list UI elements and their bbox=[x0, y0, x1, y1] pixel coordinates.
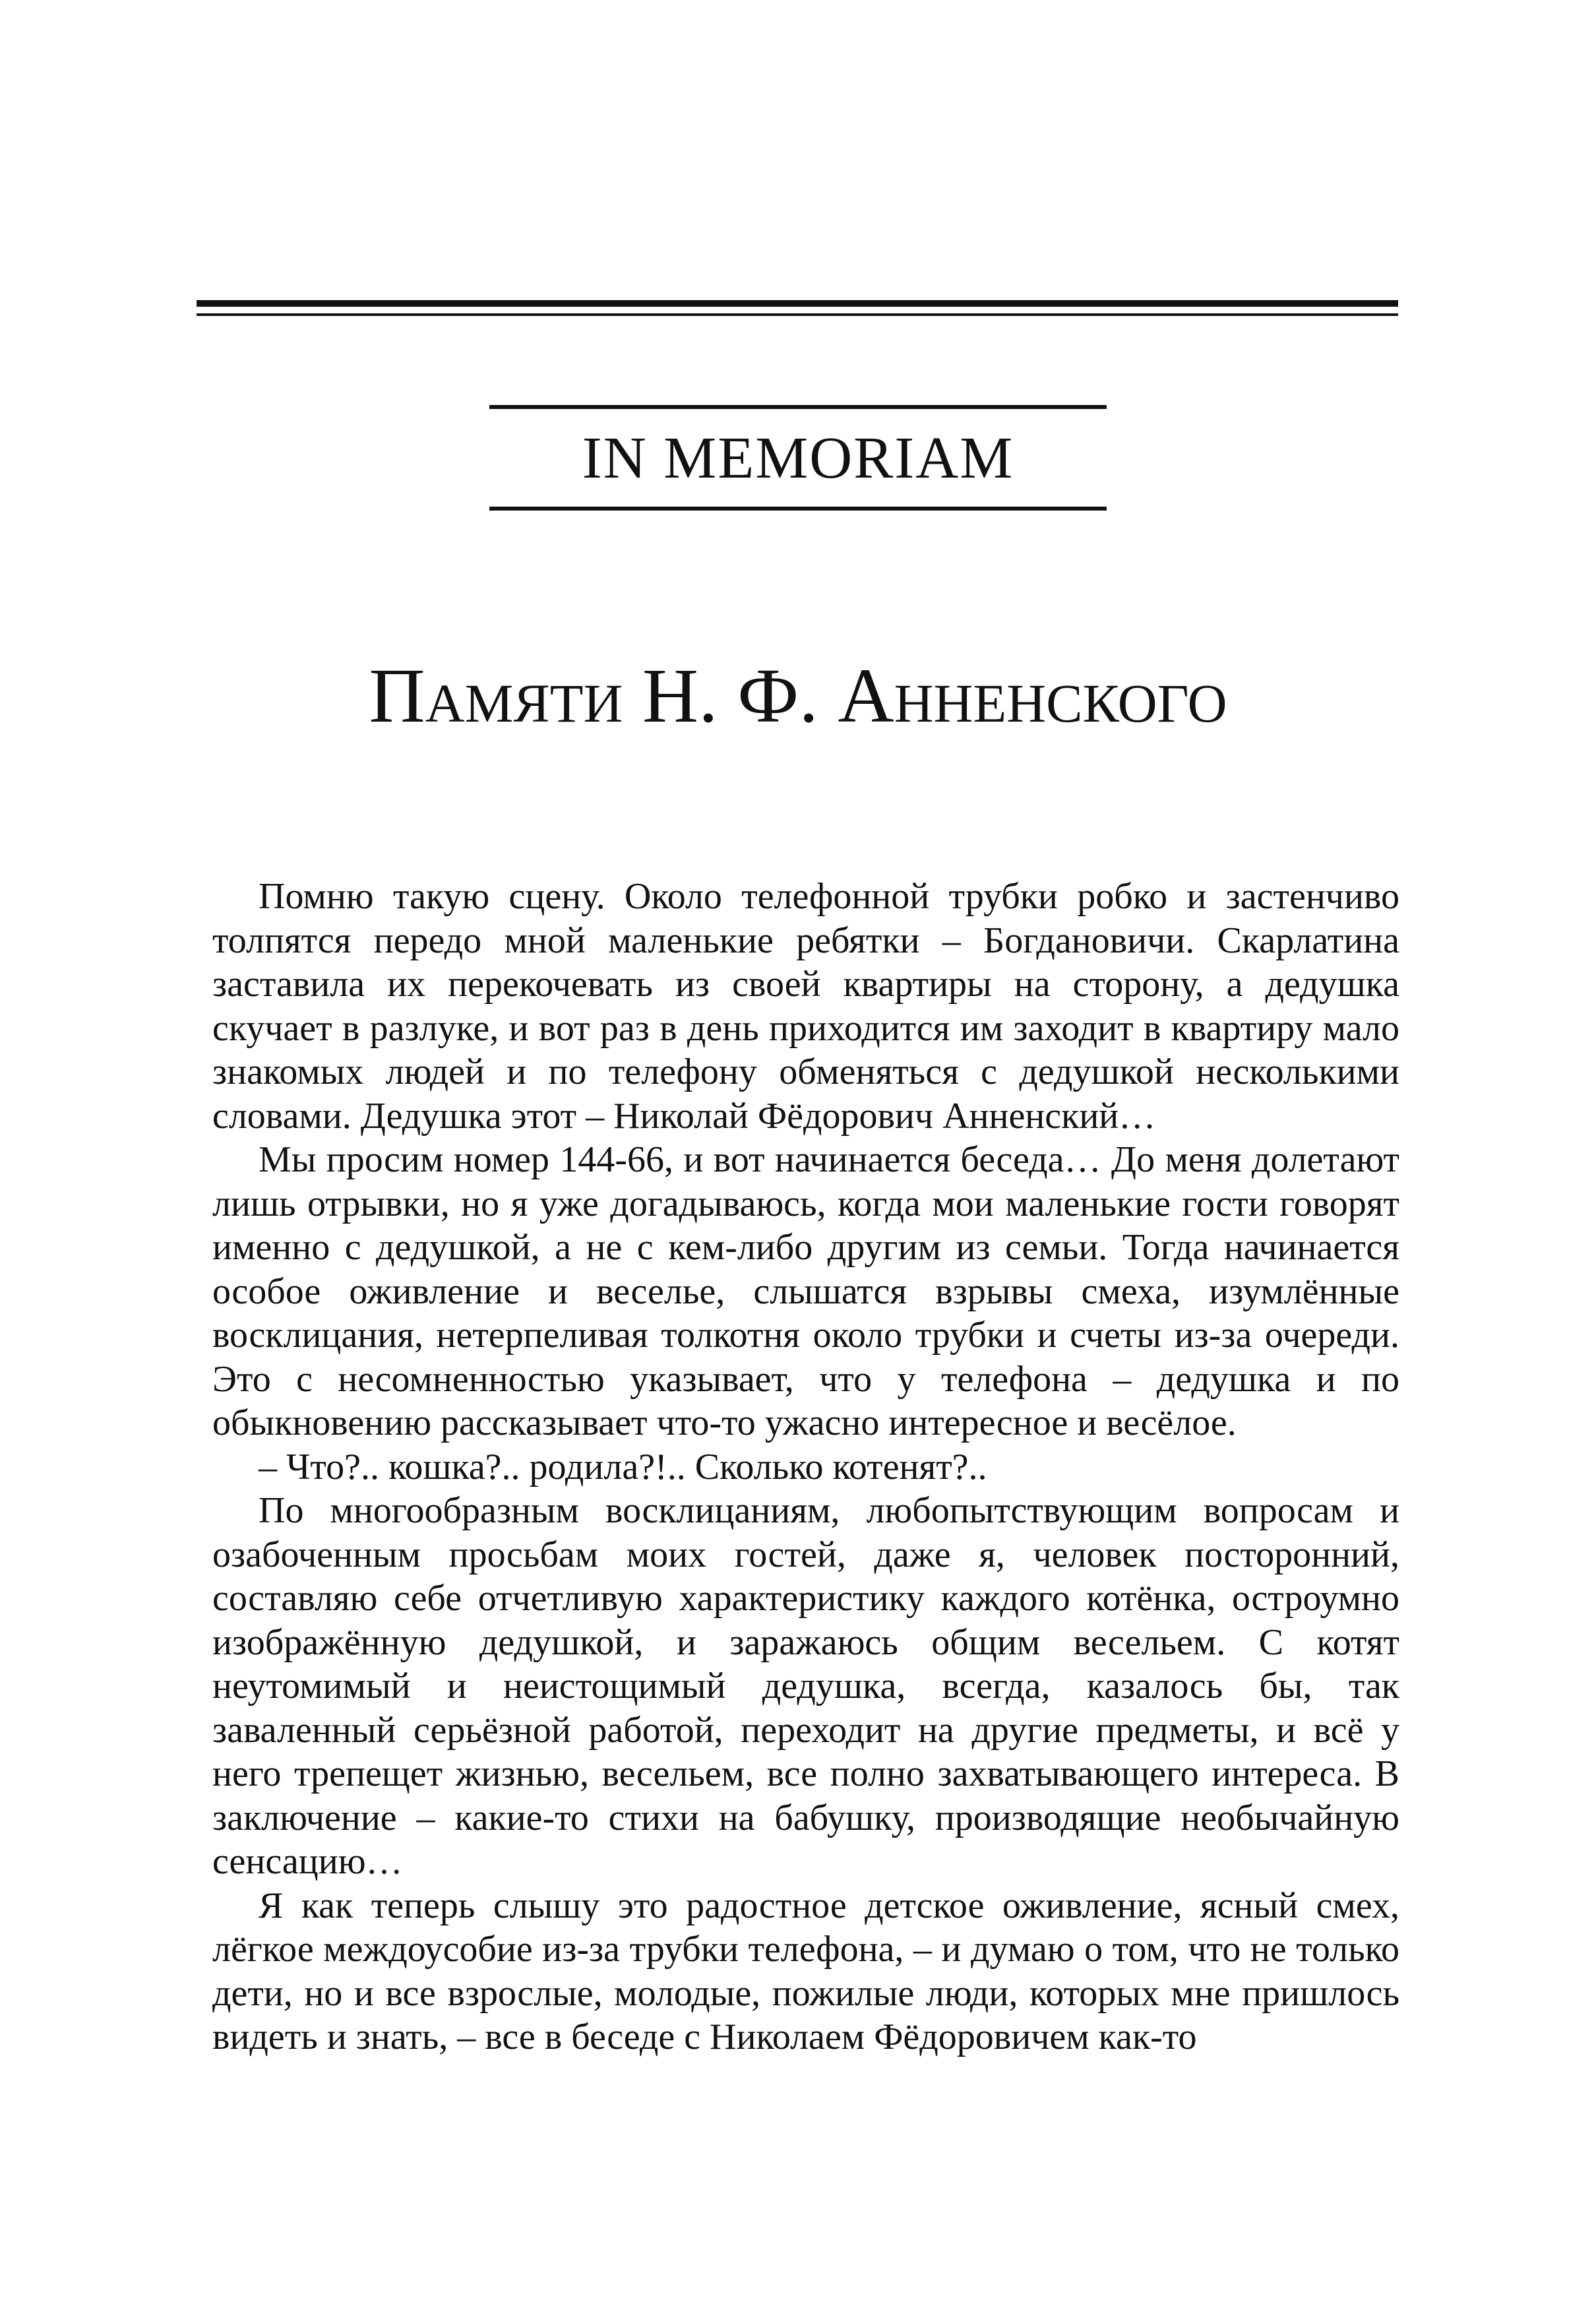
section-label: IN MEMORIAM bbox=[582, 425, 1014, 491]
article-body bbox=[212, 875, 1399, 2059]
section-rule-bottom bbox=[489, 507, 1107, 511]
header-rule-thick bbox=[197, 300, 1398, 307]
paragraph-5: Я как теперь слышу это радостное детское оживление, ясный смех, лёгкое междоусобие из-за трубки телефона, – и думаю о том, что не только дети, но и все взрослые, молодые, пожилые люди, которых мне пришлось видеть и знать, – все в беседе с Николаем Фёдоровичем как-то bbox=[212, 1885, 1399, 2057]
section-rule-top bbox=[489, 405, 1107, 409]
header-rule-thin bbox=[197, 313, 1398, 316]
paragraph-2: Мы просим номер 144-66, и вот начинается беседа… До меня долетают лишь отрывки, но я уже догадываюсь, когда мои маленькие гости говорят именно с дедушкой, а не с кем-либо другим из семьи. Тогда начинается особое оживление и веселье, слышатся взрывы смеха, изумлённые восклицания, нетерпеливая толкотня около трубки и счеты из-за очереди. Это с несомненностью указывает, что у телефона – дедушка и по обыкновению рассказывает что-то ужасно интересное и весёлое. bbox=[212, 1139, 1399, 1443]
paragraph-3: – Что?.. кошка?.. родила?!.. Сколько котенят?.. bbox=[259, 1446, 987, 1487]
paragraph-1: Помню такую сцену. Около телефонной трубки робко и застенчиво толпятся передо мной маленькие ребятки – Богдановичи. Скарлатина заставила их перекочевать из своей квартиры на сторону, а дедушка скучает в разлуке, и вот раз в день приходится им заходит в квартиру мало знакомых людей и по телефону обменяться с дедушкой несколькими словами. Дедушка этот – Николай Фёдорович Анненский… bbox=[212, 876, 1399, 1137]
article-title: Памяти Н. Ф. Анненского bbox=[369, 652, 1227, 739]
paragraph-4: По многообразным восклицаниям, любопытствующим вопросам и озабоченным просьбам моих гостей, даже я, человек посторонний, составляю себе отчетливую характеристику каждого котёнка, остроумно изображённую дедушкой, и заражаюсь общим весельем. С котят неутомимый и неистощимый дедушка, всегда, казалось бы, так заваленный серьёзной работой, переходит на другие предметы, и всё у него трепещет жизнью, весельем, все полно захватывающего интереса. В заключение – какие-то стихи на бабушку, производящие необычайную сенсацию… bbox=[212, 1490, 1399, 1882]
